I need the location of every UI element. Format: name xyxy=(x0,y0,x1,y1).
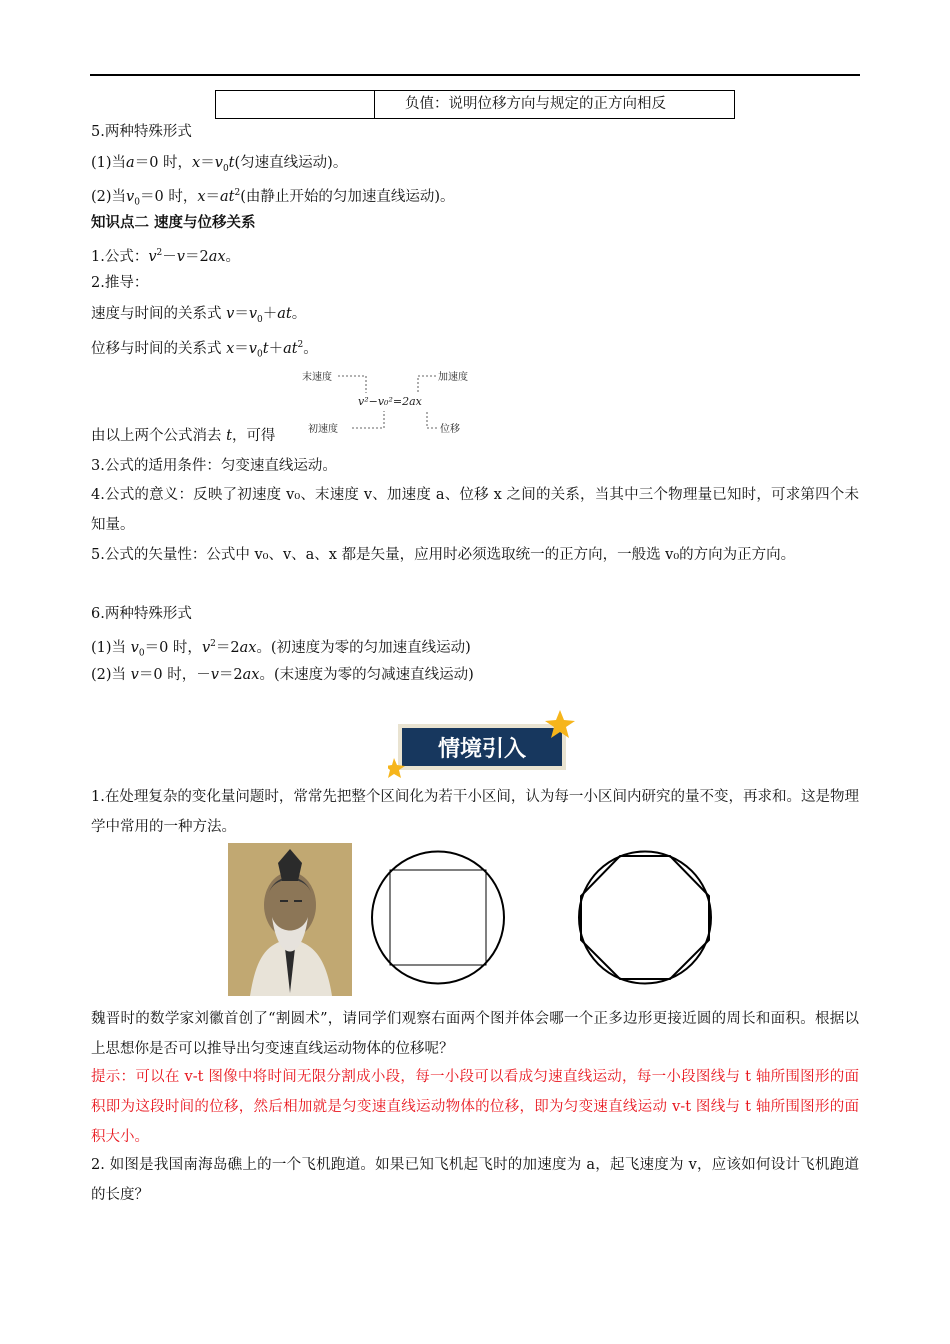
special-form-3: (1)当 $v_0=0$ 时，$v^2=2ax$。(初速度为零的匀加速直线运动) xyxy=(91,639,471,659)
derivation-heading: 2.推导： xyxy=(91,275,149,291)
banner-title: 情境引入 xyxy=(437,737,527,762)
equation-label: v²−v₀²=2ax xyxy=(358,395,422,408)
outer-circle xyxy=(372,852,504,984)
hint-paragraph: 提示：可以在 v-t 图像中将时间无限分割成小段，每一小段可以看成匀速直线运动，每一小段图线与 t 轴所围图形的面积即为这段时间的位移，然后相加就是匀变速直线运动物体的位移，即为匀变速直线运动 v-t 图线与 t 轴所围图形的面积大小。 xyxy=(91,1069,859,1145)
displacement-pointer xyxy=(427,411,437,428)
inscribed-octagon xyxy=(581,856,709,979)
applicability-condition: 3.公式的适用条件：匀变速直线运动。 xyxy=(91,458,337,474)
displacement-label: 位移 xyxy=(440,424,460,435)
elimination-line: 由以上两个公式消去 t，可得 xyxy=(91,428,276,444)
table-row xyxy=(215,90,735,119)
intro-paragraph-3: 2. 如图是我国南海岛礁上的一个飞机跑道。如果已知飞机起飞时的加速度为 a，起飞速度为 v，应该如何设计飞机跑道的长度？ xyxy=(91,1157,859,1203)
special-forms-heading: 5.两种特殊形式 xyxy=(91,124,192,140)
outer-circle xyxy=(579,852,711,984)
table-cell-right: 负值：说明位移方向与规定的正方向相反 xyxy=(405,96,666,112)
circle-with-inscribed-octagon xyxy=(577,850,717,985)
final-velocity-label: 末速度 xyxy=(302,372,332,383)
liu-hui-portrait-image xyxy=(228,843,352,996)
circle-with-inscribed-square xyxy=(368,850,508,985)
acceleration-pointer xyxy=(418,376,436,393)
initial-velocity-label: 初速度 xyxy=(308,424,338,435)
formula-meaning: 4.公式的意义：反映了初速度 v₀、末速度 v、加速度 a、位移 x 之间的关系，当其中三个物理量已知时，可求第四个未知量。 xyxy=(91,487,859,533)
special-forms-heading-2: 6.两种特殊形式 xyxy=(91,606,192,622)
section-title: 知识点二 速度与位移关系 xyxy=(91,215,256,231)
special-form-1: (1)当a＝0 时，$x=v_0t$(匀速直线运动)。 xyxy=(91,155,348,174)
final-velocity-pointer xyxy=(338,376,366,393)
header-rule xyxy=(90,74,860,76)
initial-velocity-pointer xyxy=(352,411,384,428)
intro-paragraph-1: 1.在处理复杂的变化量问题时，常常先把整个区间化为若干小区间，认为每一小区间内研究的量不变，再求和。这是物理学中常用的一种方法。 xyxy=(91,789,859,835)
displacement-time-relation: 位移与时间的关系式 $x=v_0t+at^2$。 xyxy=(91,340,318,360)
table-cell-left xyxy=(216,91,375,118)
special-form-4: (2)当 v＝0 时，－v＝2ax。(末速度为零的匀减速直线运动) xyxy=(91,667,474,683)
special-form-2: (2)当$v_0=0$ 时，$x=at^2$(由静止开始的匀加速直线运动)。 xyxy=(91,188,455,208)
inscribed-square xyxy=(390,870,486,965)
annotated-formula-figure xyxy=(300,365,490,437)
formula-line: 1.公式：$v^2-v=2ax$。 xyxy=(91,248,241,265)
formula-vector-property: 5.公式的矢量性：公式中 v₀、v、a、x 都是矢量，应用时必须选取统一的正方向，一般选 v₀的方向为正方向。 xyxy=(91,547,796,563)
velocity-time-relation: 速度与时间的关系式 $v=v_0+at$。 xyxy=(91,306,307,325)
acceleration-label: 加速度 xyxy=(438,372,468,383)
intro-paragraph-2: 魏晋时的数学家刘徽首创了“割圆术”，请同学们观察右面两个图并体会哪一个正多边形更接近圆的周长和面积。根据以上思想你是否可以推导出匀变速直线运动物体的位移呢？ xyxy=(91,1011,859,1057)
section-banner xyxy=(388,710,576,778)
